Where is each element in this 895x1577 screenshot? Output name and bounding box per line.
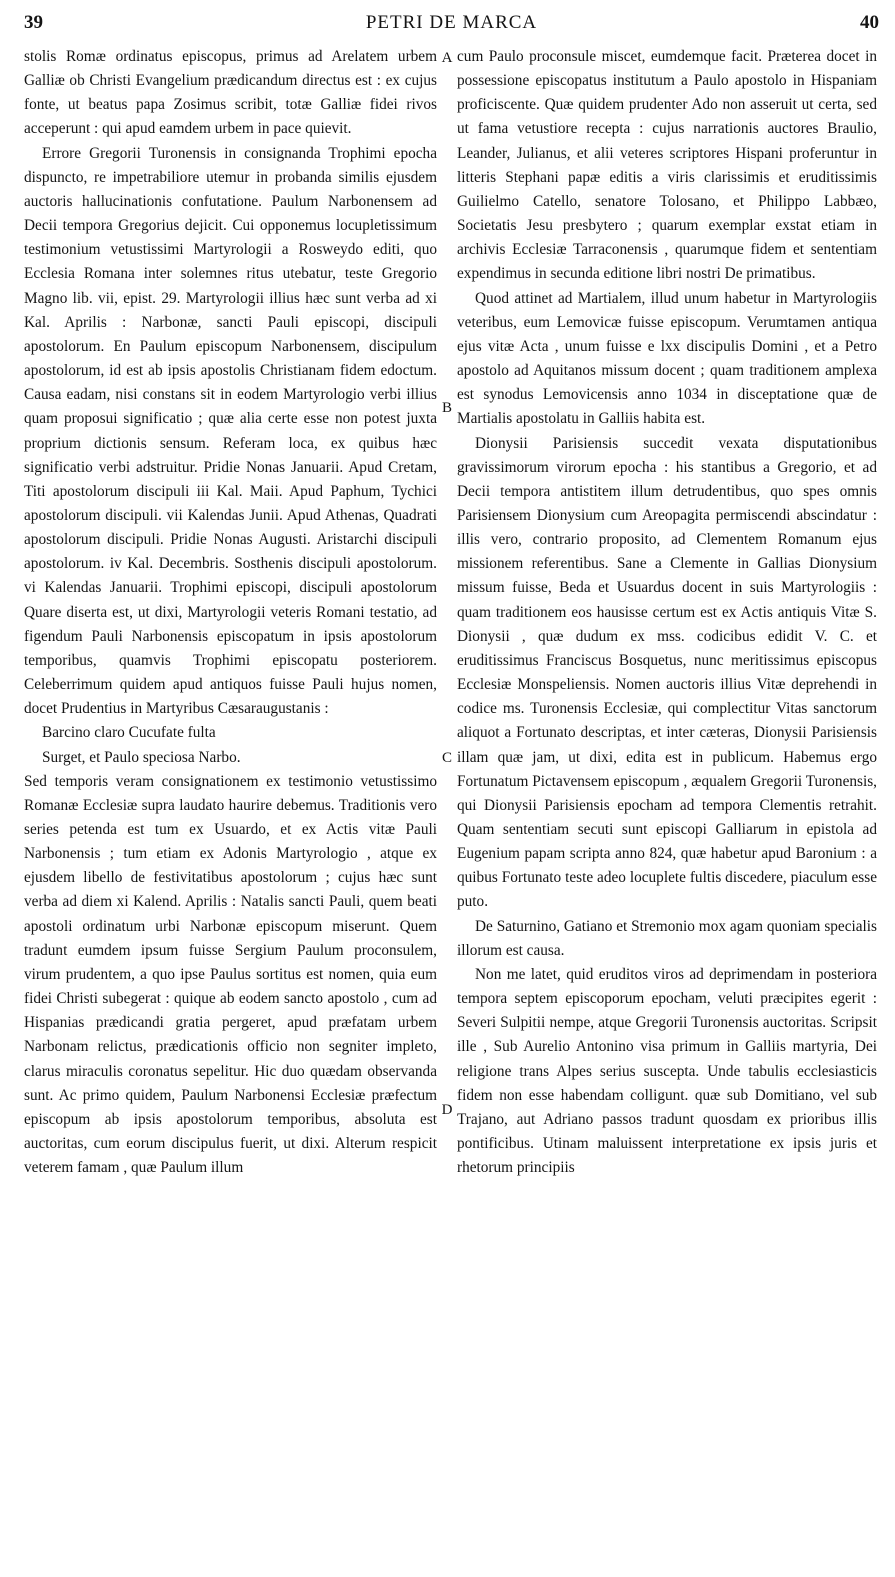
paragraph: stolis Romæ ordinatus episcopus, primus ad Arelatem urbem Galliæ ob Christi Evangelium prædicandum directus est : ex cujus fonte, ut beatus papa Zosimus scribit, totæ Galliæ fidei rivos acceperunt : qui apud eamdem urbem in pace quievit. — [24, 48, 437, 138]
page-number-left: 39 — [24, 12, 43, 33]
left-column — [24, 45, 437, 1180]
paragraph: Non me latet, quid eruditos viros ad deprimendam in posteriora tempora septem episcoporum epocham, veluti præcipites egerit : Severi Sulpitii nempe, atque Gregorii Turonensis auctoritas. Scripsit ille , Sub Aurelio Antonino visa primum in Galliis martyria, Dei religione trans Alpes serius suscepta. Unde tabulis ecclesiasticis fidem non esse habendam colligunt. quæ sub Domitiano, vel sub Trajano, aut Adriano passos tradunt quosdam ex prioribus illis pontificibus. Utinam maluissent interpretatione ex ipsis juris et rhetorum principiis — [457, 965, 877, 1177]
page-number-right: 40 — [860, 12, 879, 33]
right-column — [457, 45, 877, 1180]
margin-marker-d: D — [441, 1102, 453, 1118]
paragraph: Sed temporis veram consignationem ex testimonio vetustissimo Romanæ Ecclesiæ supra laudato haurire debemus. Traditionis vero series petenda est tum ex Usuardo, et ex Actis vitæ Pauli Narbonensis ; tum etiam ex Adonis Martyrologio , atque ex ejusdem libello de festivitatibus apostolorum ; cujus hæc sunt verba ad diem xi Kalend. Aprilis : Natalis sancti Pauli, quem beati apostoli ordinatum urbi Narbonæ episcopum miserunt. Quem tradunt eumdem ipsum fuisse Sergium Paulum proconsulem, virum prudentem, a quo ipse Paulus sortitus est nomen, quia eum fidei Christi subegerat : quique ab eodem sancto apostolo , cum ad Hispanias prædicandi gratia pergeret, apud præfatam urbem Narbonam relictus, prædicationis officio non segniter impleto, clarus miraculis coronatus sepelitur. Hic duo quædam observanda sunt. Ac primo quidem, Paulum Narbonensi Ecclesiæ præfectum episcopum ab ipsis apostolorum temporibus, absoluta est auctoritas, cum eorum discipulus fuerit, ut dixi. Alterum respicit veterem famam , quæ Paulum illum — [24, 772, 437, 1177]
running-header — [24, 12, 879, 38]
margin-marker-c: C — [441, 750, 452, 766]
margin-marker-a: A — [441, 50, 453, 66]
verse-line: Barcino claro Cucufate fulta — [42, 724, 216, 742]
paragraph: Quod attinet ad Martialem, illud unum habetur in Martyrologiis veteribus, eum Lemovicæ fuisse episcopum. Verumtamen antiqua ejus vitæ Acta , unum fuisse e lxx discipulis Domini , et a Petro apostolo ad Aquitanos missum docent ; quam traditionem amplexa est synodus Lemovicensis anno 1034 in disceptatione quæ de Martialis apostolatu in Galliis habita est. — [457, 289, 877, 428]
margin-marker-b: B — [441, 400, 452, 416]
paragraph: Errore Gregorii Turonensis in consignanda Trophimi epocha dispuncto, re impetrabiliore utemur in probanda similis ejusdem auctoris hallucinationis confutatione. Paulum Narbonensem ad Decii tempora Gregorius dejicit. Cui opponemus locupletissimum testimonium vetustissimi Martyrologii a Rosweydo editi, quo Ecclesia Romana inter solemnes ritus utebatur, teste Gregorio Magno lib. vii, epist. 29. Martyrologii illius hæc sunt verba ad xi Kal. Aprilis : Narbonæ, sancti Pauli episcopi, discipuli apostolorum. En Paulum episcopum Narbonensem, discipulum apostolorum, id est ab ipsis apostolis Christianam fidem edoctum. Causa eadam, nisi constans sit in eodem Martyrologio verbi illius quam proposui significatio ; quæ alia certe esse non potest juxta proprium dictionis sensum. Referam loca, ex quibus hæc significatio verbi adstruitur. Pridie Nonas Januarii. Apud Cretam, Titi apostolorum discipuli iii Kal. Maii. Apud Paphum, Tychici apostolorum discipuli. vii Kalendas Junii. Apud Athenas, Quadrati apostolorum discipuli. Pridie Nonas Augusti. Aristarchi discipuli apostolorum. iv Kal. Decembris. Sosthenis discipuli apostolorum. vi Kalendas Januarii. Trophimi episcopi, discipuli apostolorum Quare diserta est, ut dixi, Martyrologii veteris Romani testatio, ad figendum Pauli Narbonensis episcopatum in ipsis apostolorum temporibus, quamvis Trophimi episcopatu posteriorem. Celeberrimum quidem apud antiquos fuisse Pauli hujus nomen, docet Prudentius in Martyribus Cæsaraugustanis : — [24, 144, 437, 718]
running-title: PETRI DE MARCA — [365, 12, 538, 33]
paragraph: De Saturnino, Gatiano et Stremonio mox agam quoniam specialis illorum est causa. — [457, 917, 877, 959]
paragraph: Dionysii Parisiensis succedit vexata disputationibus gravissimorum virorum epocha : his stantibus a Gregorio, et ad Decii tempora antistitem illum detrudentibus, quo spes omnis Parisiensem Dionysium cum Areopagita permiscendi abscindatur : illis vero, contrario proposito, ad Clementem Romanum ejus missionem referentibus. Sane a Clemente in Gallias Dionysium missum fuisse, Beda et Usuardus docent in suis Martyrologiis : quam traditionem eos hausisse certum est ex Actis antiquis Vitæ S. Dionysii , quæ dudum ex mss. codicibus edidit V. C. et eruditissimus Franciscus Bosquetus, nunc meritissimus episcopus Ecclesiæ Monspeliensis. Nomen auctoris illius Vitæ deprehendi in codice ms. Turonensis Ecclesiæ, qui complectitur Vitas sanctorum aliquot a Fortunato descriptas, et inter cæteras, Dionysii Parisiensis illam quæ jam, ut dixi, edita est in publicum. Habemus ergo Fortunatum Pictavensem episcopum , æqualem Gregorii Turonensis, qui Dionysii Parisiensis epocham ad tempora Clementis retrahit. Quam sententiam secuti sunt episcopi Galliarum in epistola ad Eugenium papam scripta anno 824, quæ habetur apud Baronium : a quibus Fortunato teste adeo locuplete fultis discedere, piaculum esse puto. — [457, 434, 877, 911]
verse-line: Surget, et Paulo speciosa Narbo. — [42, 748, 241, 766]
paragraph: cum Paulo proconsule miscet, eumdemque facit. Præterea docet in possessione episcopatus institutum a Paulo apostolo in Hispaniam proficiscente. Quæ quidem prudenter Ado non asseruit ut certa, sed ut fama vetustiore recepta : cujus narrationis auctores Braulio, Leander, Julianus, et alii veteres scriptores Hispani proferuntur in litteris Stephani papæ editis a viris clarissimis et eruditissimis Guilielmo Catello, senatore Tolosano, et Philippo Labbæo, Societatis Jesu presbytero ; quarum exemplar exstat etiam in archivis Ecclesiæ Tarraconensis , quarumque fidem et sententiam expendimus in secunda editione libri nostri De primatibus. — [457, 48, 877, 283]
